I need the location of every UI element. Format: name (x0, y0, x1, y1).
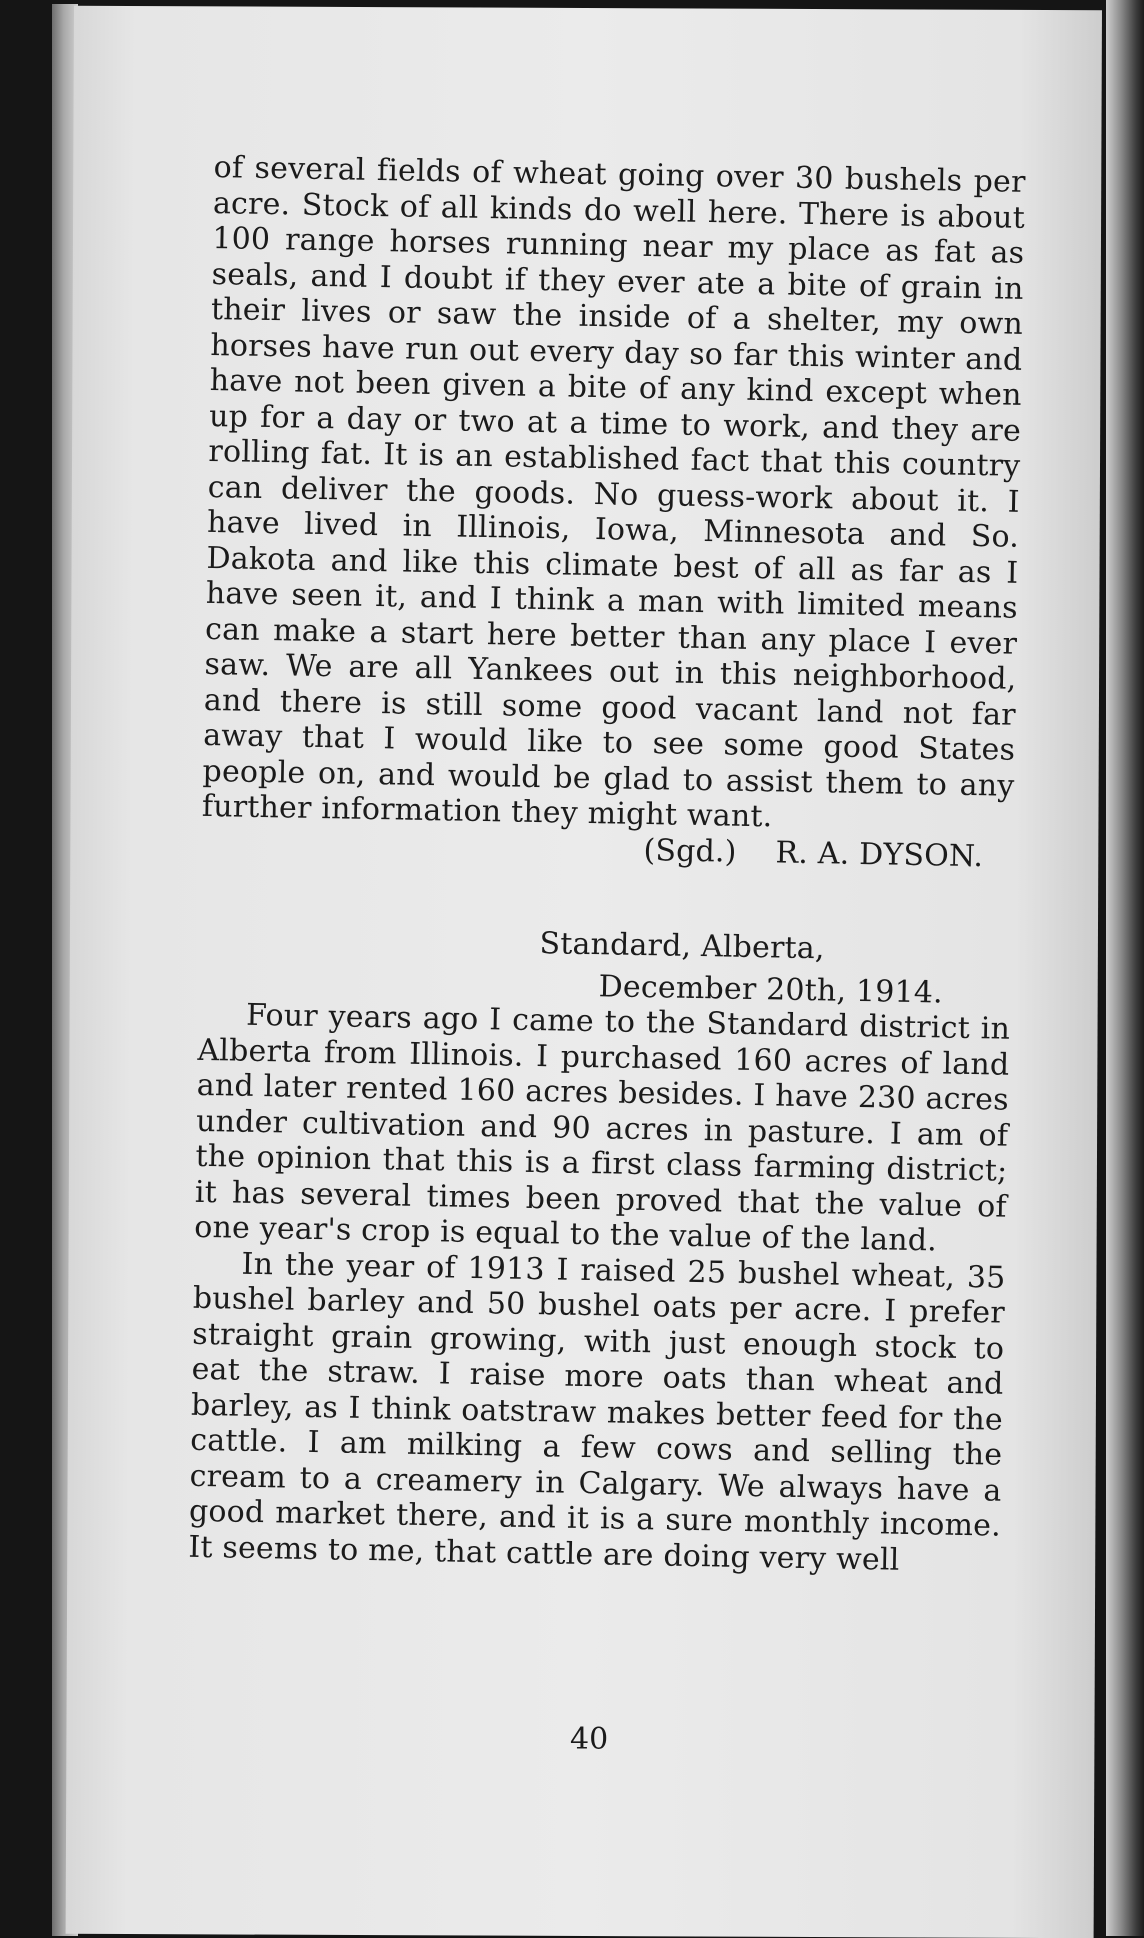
letter-paragraph-3: In the year of 1913 I raised 25 bushel wheat, 35 bushel barley and 50 bushel oats per acre. I prefer straight grain growing, with just enough stock to eat the straw. I raise more oats than wheat and barley, as I think oatstraw makes better feed for the cattle. I am milking a few cows and selling the cream to a creamery in Calgary. We always have a good market there, and it is a sure monthly income. It seems to me, that cattle are doing very well (188, 1246, 1006, 1578)
signature-line: (Sgd.) R. A. DYSON. (643, 832, 984, 874)
page-edge-right (1106, 0, 1144, 1936)
page-number: 40 (570, 1722, 609, 1757)
letter-place: Standard, Alberta, (539, 926, 825, 967)
letter-date: December 20th, 1914. (598, 968, 944, 1010)
letter-paragraph-2: Four years ago I came to the Standard district in Alberta from Illinois. I purchased 160 acres of land and later rented 160 acres besides. I have 230 acres under cultivation and 90 acres in pasture. I am of the opinion that this is a first class farming district; it has several times been proved that the value of one year's crop is equal to the value of the land. (193, 997, 1011, 1259)
page-text (188, 150, 1026, 1580)
letter-paragraph-1: of several fields of wheat going over 30 bushels per acre. Stock of all kinds do well here. There is about 100 range horses running near my place as fat as seals, and I doubt if they ever ate a bite of grain in their lives or saw the inside of a shelter, my own horses have run out every day so far this winter and have not been given a bite of any kind except when up for a day or two at a time to work, and they are rolling fat. It is an established fact that this country can deliver the goods. No guess-work about it. I have lived in Illinois, Iowa, Minnesota and So. Dakota and like this climate best of all as far as I have seen it, and I think a man with limited means can make a start here better than any place I ever saw. We are all Yankees out in this neighborhood, and there is still some good vacant land not far away that I would like to see some good States people on, and would be glad to assist them to any further information they might want. (201, 150, 1026, 835)
